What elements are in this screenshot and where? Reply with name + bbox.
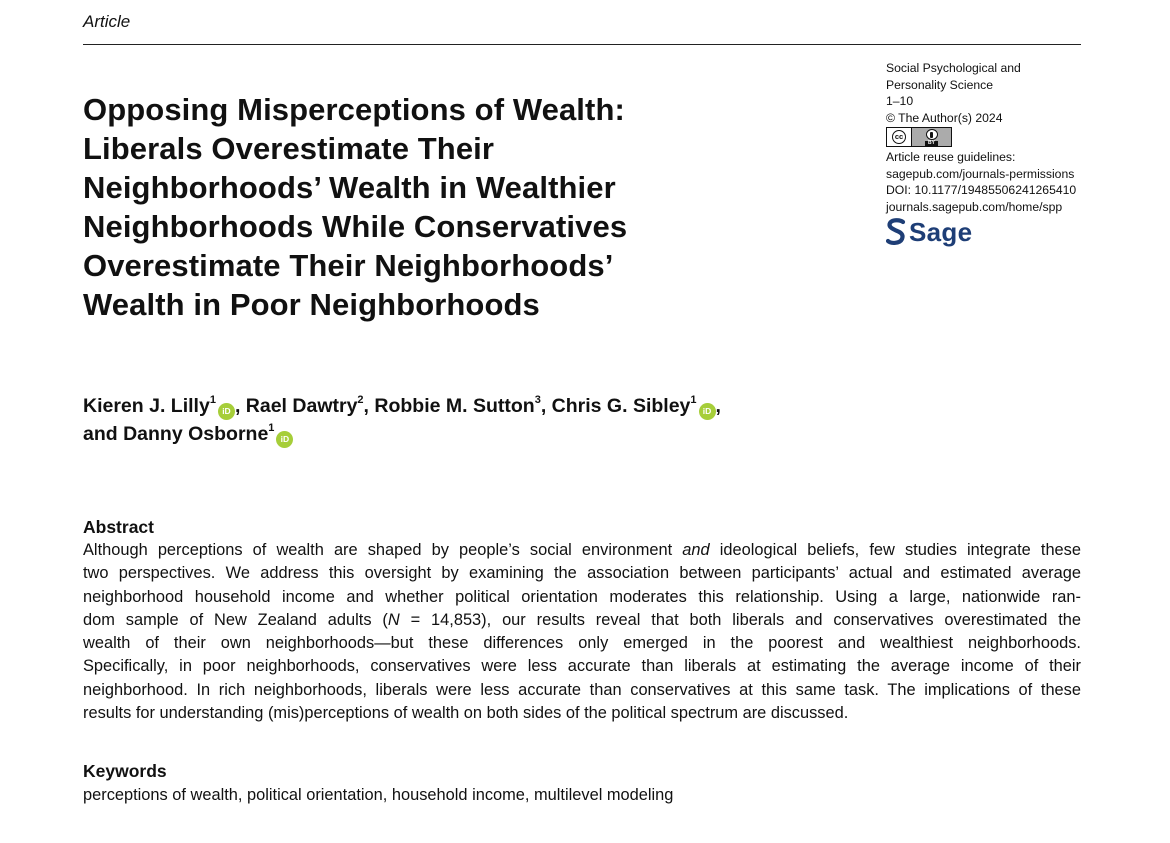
affiliation-mark: 1 <box>268 422 275 434</box>
abstract-line: wealth of their own neighborhoods—but these differences only emerged in the poorest and wealthiest neighborhoods. <box>83 634 1081 653</box>
abstract-line: dom sample of New Zealand adults (N = 14,853), our results reveal that both liberals and conservatives overestimated the <box>83 610 1082 629</box>
author-name[interactable]: Chris G. Sibley <box>551 395 691 417</box>
abstract-line: neighborhood. In rich neighborhoods, liberals were less accurate than conservatives at this same task. The implications of these <box>83 680 1081 699</box>
permissions-link[interactable]: sagepub.com/journals-permissions <box>886 166 1075 181</box>
affiliation-mark: 3 <box>534 394 541 406</box>
title-line: Overestimate Their Neighborhoods’ <box>83 248 614 283</box>
title-line: Liberals Overestimate Their <box>83 131 495 166</box>
cc-icon: cc <box>887 128 912 146</box>
author-line: Kieren J. Lilly$^1$iD , Rael Dawtry$^2$, Robbie M. Sutton$^3$, Chris G. Sibley$^1$iD , <box>83 392 883 420</box>
reuse-guidelines-label: Article reuse guidelines: <box>886 150 1016 164</box>
author-name[interactable]: Robbie M. Sutton <box>374 395 535 417</box>
cc-by-license-badge[interactable] <box>886 127 952 147</box>
copyright: © The Author(s) 2024 <box>886 110 1003 125</box>
affiliation-mark: 1 <box>690 394 697 406</box>
abstract-line: two perspectives. We address this oversight by examining the association between participants’ actual and estimated average <box>83 564 1081 583</box>
sage-s-icon <box>886 218 906 246</box>
author-list <box>83 392 883 448</box>
orcid-icon[interactable]: iD <box>699 403 716 420</box>
author-line: and Danny Osborne$^1$iD <box>83 420 883 448</box>
title-line: Neighborhoods While Conservatives <box>83 209 628 244</box>
page-range: 1–10 <box>886 94 914 108</box>
author-name[interactable]: Rael Dawtry <box>245 395 358 417</box>
abstract-section <box>83 515 1081 725</box>
header-divider <box>83 44 1081 45</box>
sage-publisher-logo <box>886 217 1086 247</box>
keywords-section <box>83 759 1081 807</box>
by-attribution-icon: BY <box>912 128 951 146</box>
journal-meta <box>886 60 1086 247</box>
affiliation-mark: 1 <box>209 394 216 406</box>
sage-wordmark: Sage <box>909 217 973 247</box>
author-name[interactable]: Kieren J. Lilly <box>83 395 210 417</box>
keywords-text: perceptions of wealth, political orientation, household income, multilevel modeling <box>83 786 674 804</box>
article-type-label: Article <box>83 12 131 31</box>
abstract-line: Specifically, in poor neighborhoods, conservatives were less accurate than liberals at estimating the average income of their <box>83 657 1081 676</box>
doi[interactable]: DOI: 10.1177/19485506241265410 <box>886 183 1077 197</box>
orcid-icon[interactable]: iD <box>218 403 235 420</box>
keywords-heading: Keywords <box>83 761 167 781</box>
abstract-heading: Abstract <box>83 517 154 537</box>
orcid-icon[interactable]: iD <box>276 431 293 448</box>
title-line: Wealth in Poor Neighborhoods <box>83 287 540 322</box>
journal-name-line1: Social Psychological and <box>886 61 1021 75</box>
article-title <box>83 90 803 324</box>
abstract-line: results for understanding (mis)perceptions of wealth on both sides of the political spectrum are discussed. <box>83 704 849 723</box>
author-name[interactable]: Danny Osborne <box>123 423 269 445</box>
journal-name-line2: Personality Science <box>886 77 994 92</box>
affiliation-mark: 2 <box>357 394 364 406</box>
title-line: Neighborhoods’ Wealth in Wealthier <box>83 170 616 205</box>
abstract-text <box>83 539 1081 725</box>
journal-homepage-link[interactable]: journals.sagepub.com/home/spp <box>886 199 1063 214</box>
title-line: Opposing Misperceptions of Wealth: <box>83 92 625 127</box>
abstract-line: neighborhood household income and whether political orientation moderates this relationship. Using a large, nationwide ran- <box>83 587 1081 606</box>
abstract-line: Although perceptions of wealth are shaped by people’s social environment and ideological beliefs, few studies integrate these <box>83 541 1081 559</box>
